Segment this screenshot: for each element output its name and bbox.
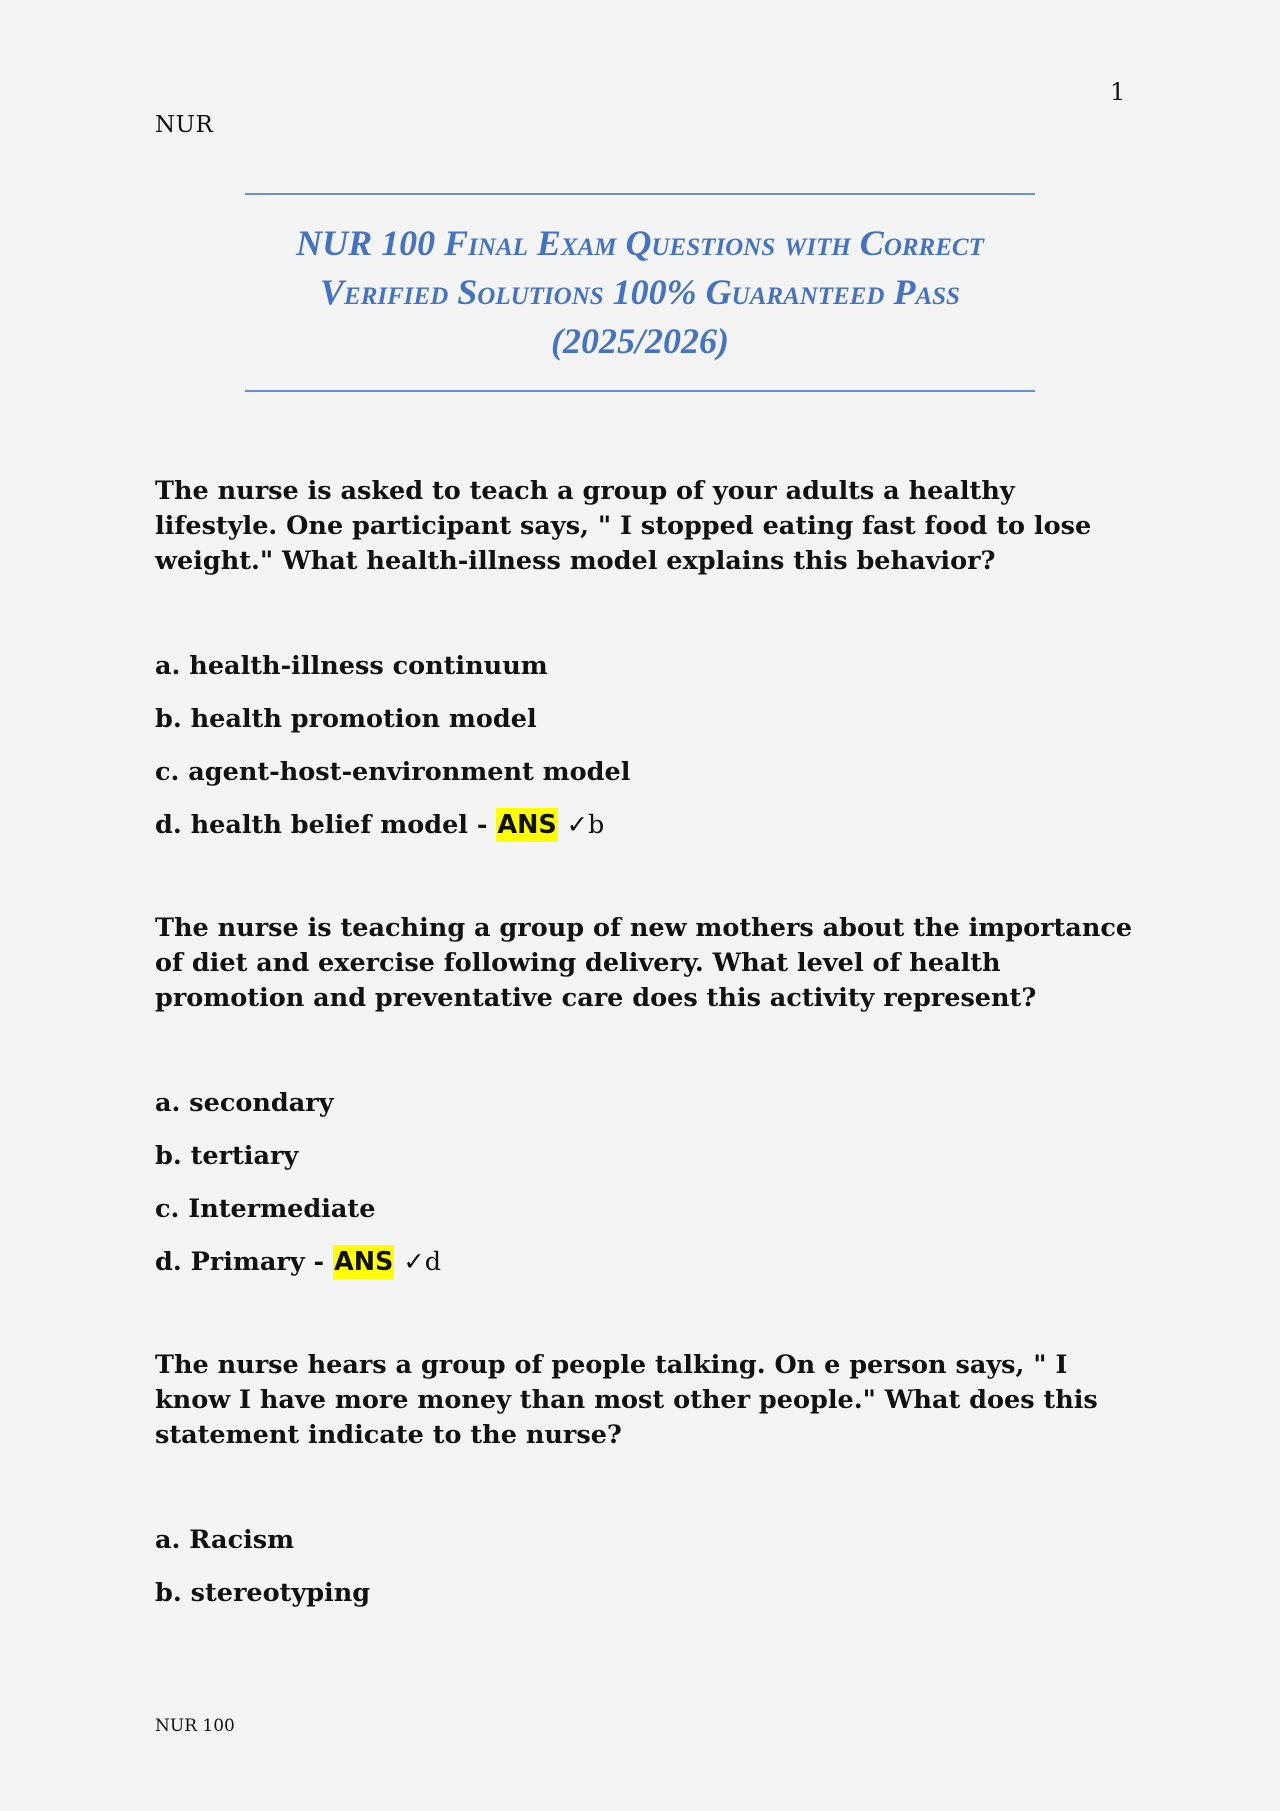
- running-header: NUR: [155, 112, 214, 138]
- answer-highlight-2: ANS: [333, 1247, 394, 1277]
- option-1a: a. health-illness continuum: [155, 651, 548, 681]
- option-1d: [155, 808, 1145, 843]
- question-block-1: [155, 474, 1145, 843]
- option-2d: [155, 1245, 1145, 1280]
- answer-letter-1: b: [588, 810, 605, 840]
- option-1c: c. agent-host-environment model: [155, 757, 631, 787]
- title-line1-smallcaps: Final Exam Questions with Correct: [444, 223, 984, 263]
- question-text-1: The nurse is asked to teach a group of your adults a healthy lifestyle. One participant says, " I stopped eating fast food to lose weight." What health-illness model explains this behavior?: [155, 476, 1092, 576]
- title-bottom-rule: [245, 390, 1035, 392]
- title-block: [245, 193, 1035, 392]
- option-1d-text: d. health belief model -: [155, 810, 497, 840]
- question-block-3: [155, 1348, 1145, 1611]
- checkmark-icon: ✓: [566, 810, 589, 840]
- answer-highlight-1: ANS: [497, 810, 557, 840]
- running-footer: NUR 100: [155, 1716, 235, 1736]
- title-line3: (2025/2026): [551, 321, 729, 361]
- option-3a: a. Racism: [155, 1525, 295, 1555]
- checkmark-icon: ✓: [403, 1247, 425, 1277]
- question-text-2: The nurse is teaching a group of new mothers about the importance of diet and exercise following delivery. What level of health promotion and preventative care does this activity represent?: [155, 913, 1133, 1013]
- options-list-1: [155, 649, 1145, 843]
- options-list-3: [155, 1523, 1145, 1611]
- answer-letter-2: d: [424, 1247, 442, 1277]
- option-2a: a. secondary: [155, 1088, 334, 1118]
- title-line2-mid: 100%: [612, 272, 706, 312]
- title-top-rule: [245, 193, 1035, 195]
- question-text-3: The nurse hears a group of people talking. On e person says, " I know I have more money than most other people." What does this statement indicate to the nurse?: [155, 1350, 1098, 1450]
- questions-content: [155, 474, 1145, 1679]
- document-title: [245, 219, 1035, 366]
- option-2c: c. Intermediate: [155, 1194, 376, 1224]
- title-line1-prefix: NUR 100: [296, 223, 445, 263]
- option-2d-text: d. Primary -: [155, 1247, 333, 1277]
- page-number: 1: [1110, 78, 1126, 106]
- title-line2-smallcaps-b: Guaranteed Pass: [705, 272, 960, 312]
- title-line2-smallcaps-a: Verified Solutions: [320, 272, 613, 312]
- question-block-2: [155, 911, 1145, 1280]
- option-3b: b. stereotyping: [155, 1578, 371, 1608]
- option-2b: b. tertiary: [155, 1141, 299, 1171]
- options-list-2: [155, 1086, 1145, 1280]
- option-1b: b. health promotion model: [155, 704, 537, 734]
